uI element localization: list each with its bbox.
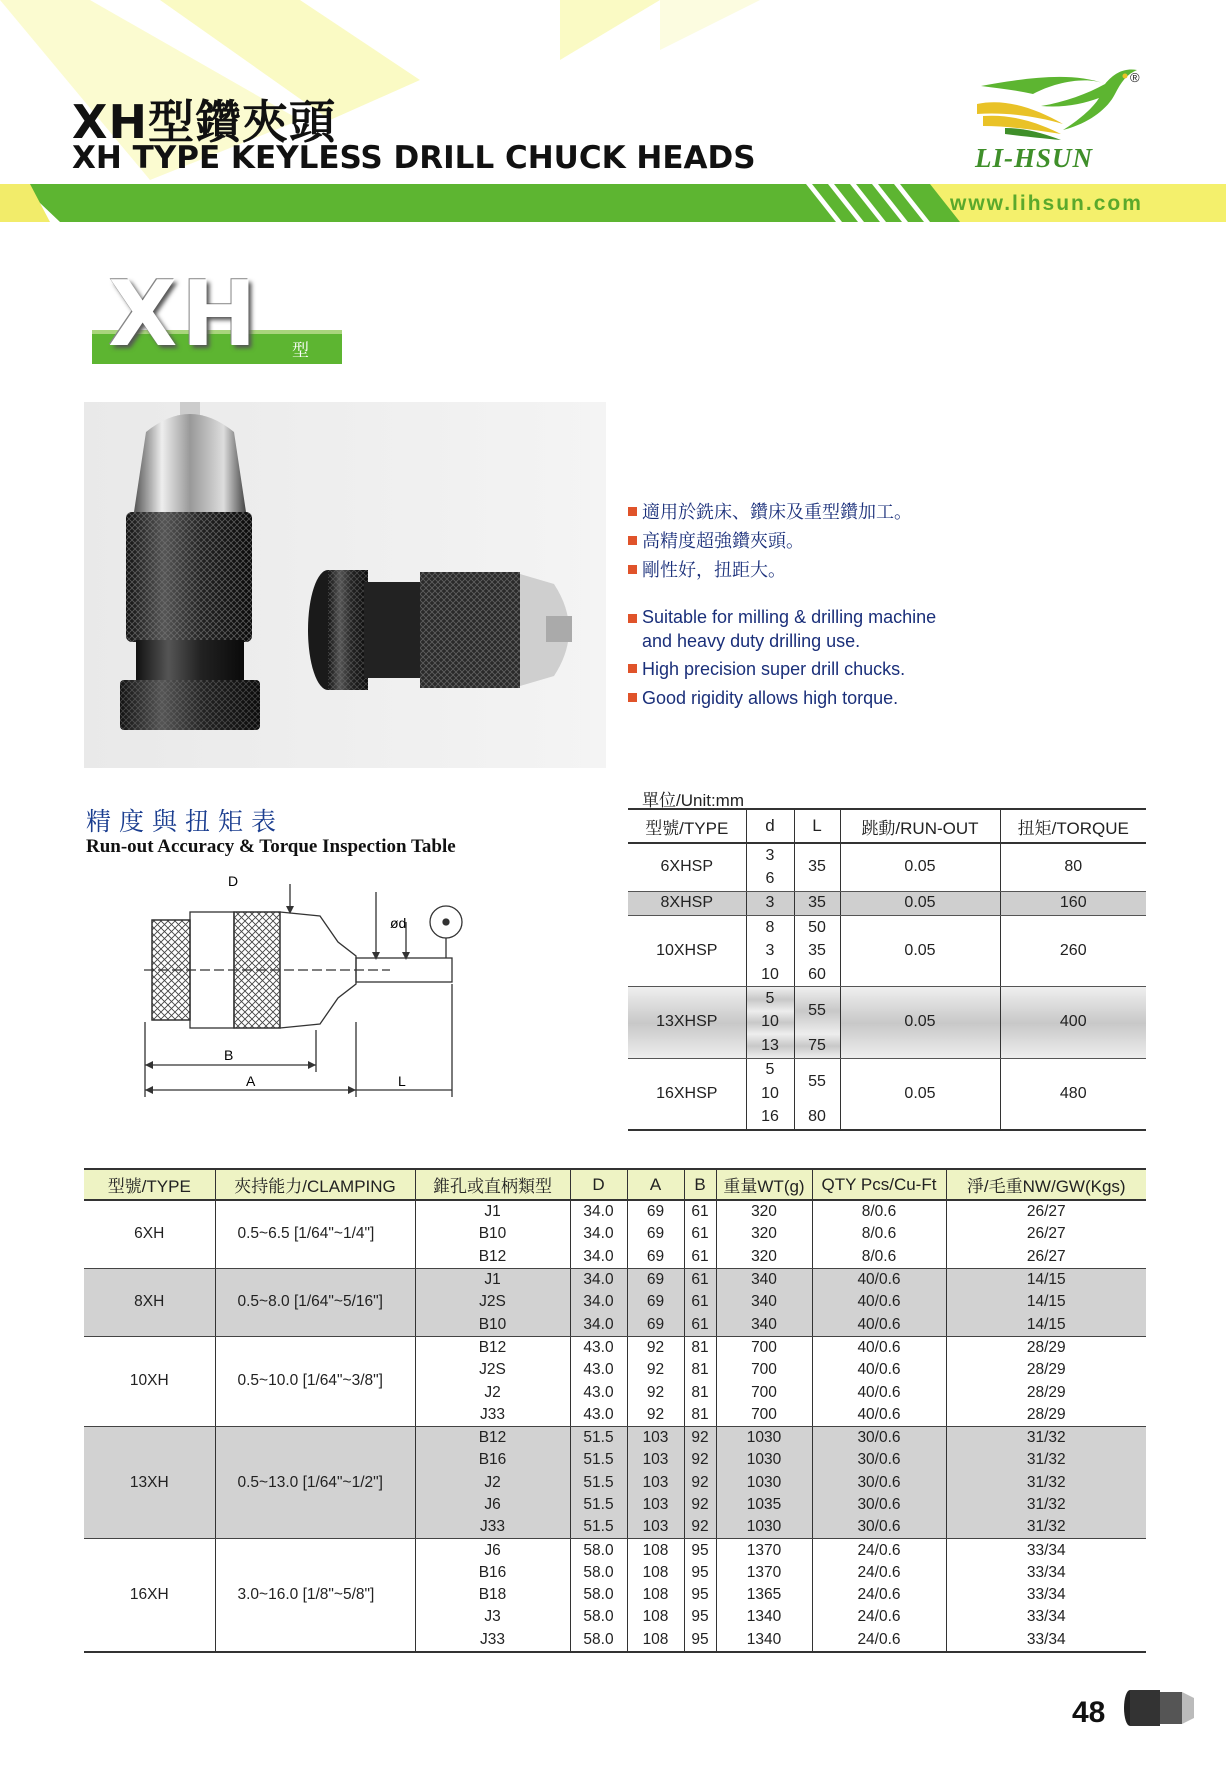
- col-header-nw-gw: 淨/毛重NW/GW(Kgs): [946, 1169, 1146, 1200]
- l-cell: 35: [794, 843, 840, 891]
- weight-cell: 700: [716, 1381, 812, 1403]
- diagram-label-D: D: [228, 873, 239, 889]
- b-cell: 95: [684, 1562, 716, 1584]
- qty-cell: 40/0.6: [812, 1336, 946, 1359]
- diagram-label-phi-d: ød: [390, 915, 407, 931]
- bullet-icon: [628, 536, 637, 545]
- d-cell: 43.0: [570, 1381, 627, 1403]
- inspection-title-zh: 精度與扭矩表: [86, 807, 285, 836]
- nw-gw-cell: 33/34: [1026, 1586, 1066, 1604]
- b-cell: 92: [684, 1449, 716, 1471]
- d-cell: 58.0: [570, 1539, 627, 1562]
- bullet-icon: [628, 565, 637, 574]
- b-cell: 61: [684, 1268, 716, 1291]
- type-cell: 13XHSP: [628, 987, 746, 1058]
- type-cell: 13XH: [84, 1426, 215, 1538]
- a-cell: 108: [627, 1539, 684, 1562]
- d-cell: 58.0: [570, 1629, 627, 1652]
- type-cell: 16XH: [84, 1539, 215, 1652]
- qty-cell: 8/0.6: [812, 1223, 946, 1245]
- l-cell: 80: [794, 1105, 840, 1129]
- table-row: [84, 1426, 1146, 1449]
- dimension-diagram: [140, 872, 540, 1112]
- inspection-title-en: Run-out Accuracy & Torque Inspection Table: [86, 836, 456, 857]
- l-cell: 55: [794, 1058, 840, 1105]
- weight-cell: 340: [716, 1268, 812, 1291]
- weight-cell: 320: [716, 1246, 812, 1269]
- b-cell: 92: [684, 1426, 716, 1449]
- nw-gw-cell: 31/32: [946, 1516, 1146, 1539]
- clamping-cell: 0.5~13.0 [1/64"~1/2"]: [215, 1426, 415, 1538]
- a-cell: 103: [627, 1449, 684, 1471]
- table-row: [84, 1539, 1146, 1562]
- d-cell: 3: [746, 891, 794, 915]
- d-cell: 8: [746, 916, 794, 940]
- taper-cell: B10: [415, 1223, 570, 1245]
- d-cell: 58.0: [570, 1606, 627, 1628]
- b-cell: 81: [684, 1381, 716, 1403]
- diagram-label-L: L: [398, 1073, 406, 1089]
- a-cell: 92: [627, 1381, 684, 1403]
- weight-cell: 1030: [716, 1472, 812, 1494]
- table-row: [628, 916, 1146, 940]
- nw-gw-cell: 33/34: [1026, 1608, 1066, 1626]
- d-cell: 58.0: [570, 1584, 627, 1606]
- b-cell: 92: [684, 1472, 716, 1494]
- bullet-icon: [628, 507, 637, 516]
- qty-cell: 24/0.6: [812, 1606, 946, 1628]
- d-cell: 34.0: [570, 1223, 627, 1245]
- type-cell: 8XH: [84, 1268, 215, 1336]
- a-cell: 108: [627, 1584, 684, 1606]
- weight-cell: 1030: [716, 1449, 812, 1471]
- xh-badge-suffix: 型: [292, 341, 309, 360]
- taper-cell: J33: [415, 1629, 570, 1652]
- a-cell: 103: [627, 1472, 684, 1494]
- diagram-label-A: A: [246, 1073, 256, 1089]
- col-header-d: d: [746, 809, 794, 843]
- col-header-b: B: [684, 1169, 716, 1200]
- col-header-qty: QTY Pcs/Cu-Ft: [812, 1169, 946, 1200]
- taper-cell: J2: [415, 1381, 570, 1403]
- bullet-icon: [628, 693, 637, 702]
- table-row: [84, 1268, 1146, 1291]
- runout-cell: 0.05: [840, 1058, 1000, 1130]
- weight-cell: 1370: [716, 1562, 812, 1584]
- a-cell: 103: [627, 1516, 684, 1539]
- d-cell: 3: [746, 940, 794, 963]
- weight-cell: 700: [716, 1336, 812, 1359]
- weight-cell: 1030: [716, 1426, 812, 1449]
- d-cell: 43.0: [570, 1336, 627, 1359]
- taper-cell: J2S: [415, 1291, 570, 1313]
- a-cell: 92: [627, 1336, 684, 1359]
- type-cell: 16XHSP: [628, 1058, 746, 1130]
- table-row: [84, 1336, 1146, 1359]
- col-header-a: A: [627, 1169, 684, 1200]
- d-cell: 10: [746, 1082, 794, 1105]
- table-row: [628, 843, 1146, 867]
- nw-gw-cell: 28/29: [946, 1404, 1146, 1427]
- table-row: [628, 1058, 1146, 1082]
- feature-en-3: Good rigidity allows high torque.: [642, 688, 899, 708]
- col-header-type: 型號/TYPE: [628, 809, 746, 843]
- feature-item: [628, 556, 968, 585]
- runout-cell: 0.05: [840, 987, 1000, 1058]
- b-cell: 61: [684, 1200, 716, 1223]
- table-row: [628, 891, 1146, 915]
- a-cell: 108: [627, 1562, 684, 1584]
- l-cell: 75: [794, 1034, 840, 1058]
- taper-cell: B10: [415, 1313, 570, 1336]
- taper-cell: J6: [415, 1494, 570, 1516]
- weight-cell: 340: [716, 1291, 812, 1313]
- qty-cell: 40/0.6: [812, 1381, 946, 1403]
- taper-cell: J6: [415, 1539, 570, 1562]
- d-cell: 13: [746, 1034, 794, 1058]
- b-cell: 61: [684, 1246, 716, 1269]
- clamping-cell: 0.5~8.0 [1/64"~5/16"]: [215, 1268, 415, 1336]
- b-cell: 61: [684, 1291, 716, 1313]
- col-header-d: D: [570, 1169, 627, 1200]
- xh-badge-letters: XH: [108, 262, 261, 367]
- a-cell: 69: [627, 1223, 684, 1245]
- qty-cell: 40/0.6: [812, 1313, 946, 1336]
- runout-cell: 0.05: [840, 891, 1000, 915]
- b-cell: 61: [684, 1223, 716, 1245]
- d-cell: 34.0: [570, 1291, 627, 1313]
- weight-cell: 320: [716, 1200, 812, 1223]
- qty-cell: 30/0.6: [812, 1426, 946, 1449]
- table-row: [628, 987, 1146, 1011]
- d-cell: 10: [746, 963, 794, 987]
- a-cell: 108: [627, 1606, 684, 1628]
- l-cell: 35: [794, 891, 840, 915]
- brand-bird-logo-icon: [975, 64, 1145, 142]
- feature-list: [628, 498, 968, 713]
- a-cell: 69: [627, 1313, 684, 1336]
- runout-torque-table: [628, 808, 1146, 1131]
- weight-cell: 1340: [716, 1629, 812, 1652]
- mini-chuck-icon: [1122, 1686, 1200, 1730]
- col-header-torque: 扭矩/TORQUE: [1000, 809, 1146, 843]
- b-cell: 95: [684, 1606, 716, 1628]
- clamping-cell: 3.0~16.0 [1/8"~5/8"]: [215, 1539, 415, 1652]
- qty-cell: 24/0.6: [812, 1584, 946, 1606]
- qty-cell: 30/0.6: [812, 1494, 946, 1516]
- taper-cell: J33: [415, 1404, 570, 1427]
- col-header-weight: 重量WT(g): [716, 1169, 812, 1200]
- nw-gw-cell: 33/34: [1026, 1563, 1066, 1581]
- a-cell: 69: [627, 1200, 684, 1223]
- d-cell: 51.5: [570, 1426, 627, 1449]
- taper-cell: B16: [415, 1449, 570, 1471]
- qty-cell: 24/0.6: [812, 1539, 946, 1562]
- taper-cell: J3: [415, 1606, 570, 1628]
- registered-mark: ®: [1130, 70, 1140, 85]
- a-cell: 92: [627, 1404, 684, 1427]
- nw-gw-cell: 28/29: [1026, 1383, 1066, 1401]
- diagram-label-B: B: [224, 1047, 234, 1063]
- d-cell: 34.0: [570, 1200, 627, 1223]
- website-link[interactable]: www.lihsun.com: [950, 192, 1143, 215]
- d-cell: 5: [746, 1058, 794, 1082]
- d-cell: 51.5: [570, 1449, 627, 1471]
- d-cell: 51.5: [570, 1494, 627, 1516]
- table-header-row: [628, 809, 1146, 843]
- table-row: [84, 1200, 1146, 1223]
- taper-cell: J2: [415, 1472, 570, 1494]
- d-cell: 16: [746, 1105, 794, 1129]
- d-cell: 58.0: [570, 1562, 627, 1584]
- weight-cell: 1340: [716, 1606, 812, 1628]
- nw-gw-cell: 14/15: [946, 1268, 1146, 1291]
- d-cell: 5: [746, 987, 794, 1011]
- l-cell: 35: [794, 940, 840, 963]
- torque-cell: 80: [1000, 843, 1146, 891]
- l-cell: 60: [794, 963, 840, 987]
- qty-cell: 40/0.6: [812, 1359, 946, 1381]
- weight-cell: 1035: [716, 1494, 812, 1516]
- taper-cell: B12: [415, 1426, 570, 1449]
- nw-gw-cell: 14/15: [946, 1291, 1146, 1313]
- b-cell: 81: [684, 1404, 716, 1427]
- d-cell: 51.5: [570, 1472, 627, 1494]
- b-cell: 81: [684, 1359, 716, 1381]
- a-cell: 103: [627, 1494, 684, 1516]
- unit-label: 單位/Unit:mm: [642, 791, 744, 810]
- qty-cell: 30/0.6: [812, 1472, 946, 1494]
- feature-en-2: High precision super drill chucks.: [642, 659, 906, 679]
- table-header-row: [84, 1169, 1146, 1200]
- type-cell: 6XH: [84, 1200, 215, 1268]
- type-cell: 8XHSP: [628, 891, 746, 915]
- clamping-cell: 0.5~6.5 [1/64"~1/4"]: [215, 1200, 415, 1268]
- d-cell: 34.0: [570, 1313, 627, 1336]
- weight-cell: 1365: [716, 1584, 812, 1606]
- col-header-runout: 跳動/RUN-OUT: [840, 809, 1000, 843]
- a-cell: 108: [627, 1629, 684, 1652]
- nw-gw-cell: 31/32: [946, 1494, 1146, 1516]
- type-cell: 6XHSP: [628, 843, 746, 891]
- taper-cell: B16: [415, 1562, 570, 1584]
- taper-cell: J1: [415, 1200, 570, 1223]
- clamping-cell: 0.5~10.0 [1/64"~3/8"]: [215, 1336, 415, 1426]
- d-cell: 43.0: [570, 1404, 627, 1427]
- a-cell: 103: [627, 1426, 684, 1449]
- qty-cell: 24/0.6: [812, 1629, 946, 1652]
- spec-table-body: [84, 1200, 1146, 1652]
- runout-cell: 0.05: [840, 916, 1000, 987]
- qty-cell: 40/0.6: [812, 1291, 946, 1313]
- b-cell: 95: [684, 1629, 716, 1652]
- qty-cell: 8/0.6: [812, 1200, 946, 1223]
- torque-cell: 400: [1000, 987, 1146, 1058]
- type-cell: 10XH: [84, 1336, 215, 1426]
- b-cell: 81: [684, 1336, 716, 1359]
- taper-cell: J33: [415, 1516, 570, 1539]
- taper-cell: J1: [415, 1268, 570, 1291]
- nw-gw-cell: 31/32: [946, 1426, 1146, 1449]
- d-cell: 3: [746, 843, 794, 867]
- type-cell: 10XHSP: [628, 916, 746, 987]
- l-cell: 55: [794, 987, 840, 1034]
- feature-item: [628, 498, 968, 527]
- product-photo: [84, 402, 606, 768]
- torque-cell: 480: [1000, 1058, 1146, 1130]
- runout-cell: 0.05: [840, 843, 1000, 891]
- l-cell: 50: [794, 916, 840, 940]
- feature-item: [628, 605, 968, 653]
- d-cell: 34.0: [570, 1268, 627, 1291]
- d-cell: 34.0: [570, 1246, 627, 1269]
- b-cell: 92: [684, 1516, 716, 1539]
- weight-cell: 320: [716, 1223, 812, 1245]
- feature-zh-2: 高精度超強鑽夾頭。: [642, 531, 804, 551]
- d-cell: 43.0: [570, 1359, 627, 1381]
- feature-zh-1: 適用於銑床、鑽床及重型鑽加工。: [642, 502, 912, 522]
- weight-cell: 1030: [716, 1516, 812, 1539]
- taper-cell: B12: [415, 1336, 570, 1359]
- weight-cell: 1370: [716, 1539, 812, 1562]
- b-cell: 61: [684, 1313, 716, 1336]
- qty-cell: 40/0.6: [812, 1404, 946, 1427]
- taper-cell: J2S: [415, 1359, 570, 1381]
- feature-item: [628, 684, 968, 713]
- a-cell: 69: [627, 1268, 684, 1291]
- d-cell: 6: [746, 867, 794, 891]
- nw-gw-cell: 31/32: [946, 1472, 1146, 1494]
- torque-cell: 260: [1000, 916, 1146, 987]
- brand-name: LI-HSUN: [975, 143, 1094, 173]
- nw-gw-cell: 26/27: [946, 1246, 1146, 1269]
- feature-en-1: Suitable for milling & drilling machine and heavy duty drilling use.: [642, 607, 937, 651]
- weight-cell: 700: [716, 1404, 812, 1427]
- weight-cell: 340: [716, 1313, 812, 1336]
- nw-gw-cell: 28/29: [1026, 1338, 1066, 1356]
- a-cell: 69: [627, 1246, 684, 1269]
- nw-gw-cell: 33/34: [1026, 1541, 1066, 1559]
- weight-cell: 700: [716, 1359, 812, 1381]
- qty-cell: 40/0.6: [812, 1268, 946, 1291]
- nw-gw-cell: 14/15: [946, 1313, 1146, 1336]
- col-header-taper: 錐孔或直柄類型: [415, 1169, 570, 1200]
- bullet-icon: [628, 664, 637, 673]
- col-header-type: 型號/TYPE: [84, 1169, 215, 1200]
- page-title-en: XH TYPE KEYLESS DRILL CHUCK HEADS: [72, 140, 756, 176]
- qty-cell: 8/0.6: [812, 1246, 946, 1269]
- feature-item: [628, 527, 968, 556]
- nw-gw-cell: 26/27: [1026, 1203, 1066, 1221]
- page-number: 48: [1072, 1696, 1106, 1729]
- qty-cell: 30/0.6: [812, 1449, 946, 1471]
- spec-table: [84, 1168, 1146, 1653]
- d-cell: 51.5: [570, 1516, 627, 1539]
- qty-cell: 30/0.6: [812, 1516, 946, 1539]
- page-title-zh: XH型鑽夾頭: [72, 95, 336, 149]
- col-header-clamping: 夾持能力/CLAMPING: [215, 1169, 415, 1200]
- taper-cell: B12: [415, 1246, 570, 1269]
- b-cell: 95: [684, 1539, 716, 1562]
- qty-cell: 24/0.6: [812, 1562, 946, 1584]
- torque-cell: 160: [1000, 891, 1146, 915]
- bullet-icon: [628, 614, 637, 623]
- d-cell: 10: [746, 1011, 794, 1034]
- nw-gw-cell: 28/29: [1026, 1361, 1066, 1379]
- nw-gw-cell: 26/27: [1026, 1225, 1066, 1243]
- taper-cell: B18: [415, 1584, 570, 1606]
- nw-gw-cell: 31/32: [946, 1449, 1146, 1471]
- a-cell: 92: [627, 1359, 684, 1381]
- a-cell: 69: [627, 1291, 684, 1313]
- b-cell: 95: [684, 1584, 716, 1606]
- nw-gw-cell: 33/34: [946, 1629, 1146, 1652]
- feature-zh-3: 剛性好，扭距大。: [642, 560, 786, 580]
- b-cell: 92: [684, 1494, 716, 1516]
- feature-item: [628, 655, 968, 684]
- col-header-l: L: [794, 809, 840, 843]
